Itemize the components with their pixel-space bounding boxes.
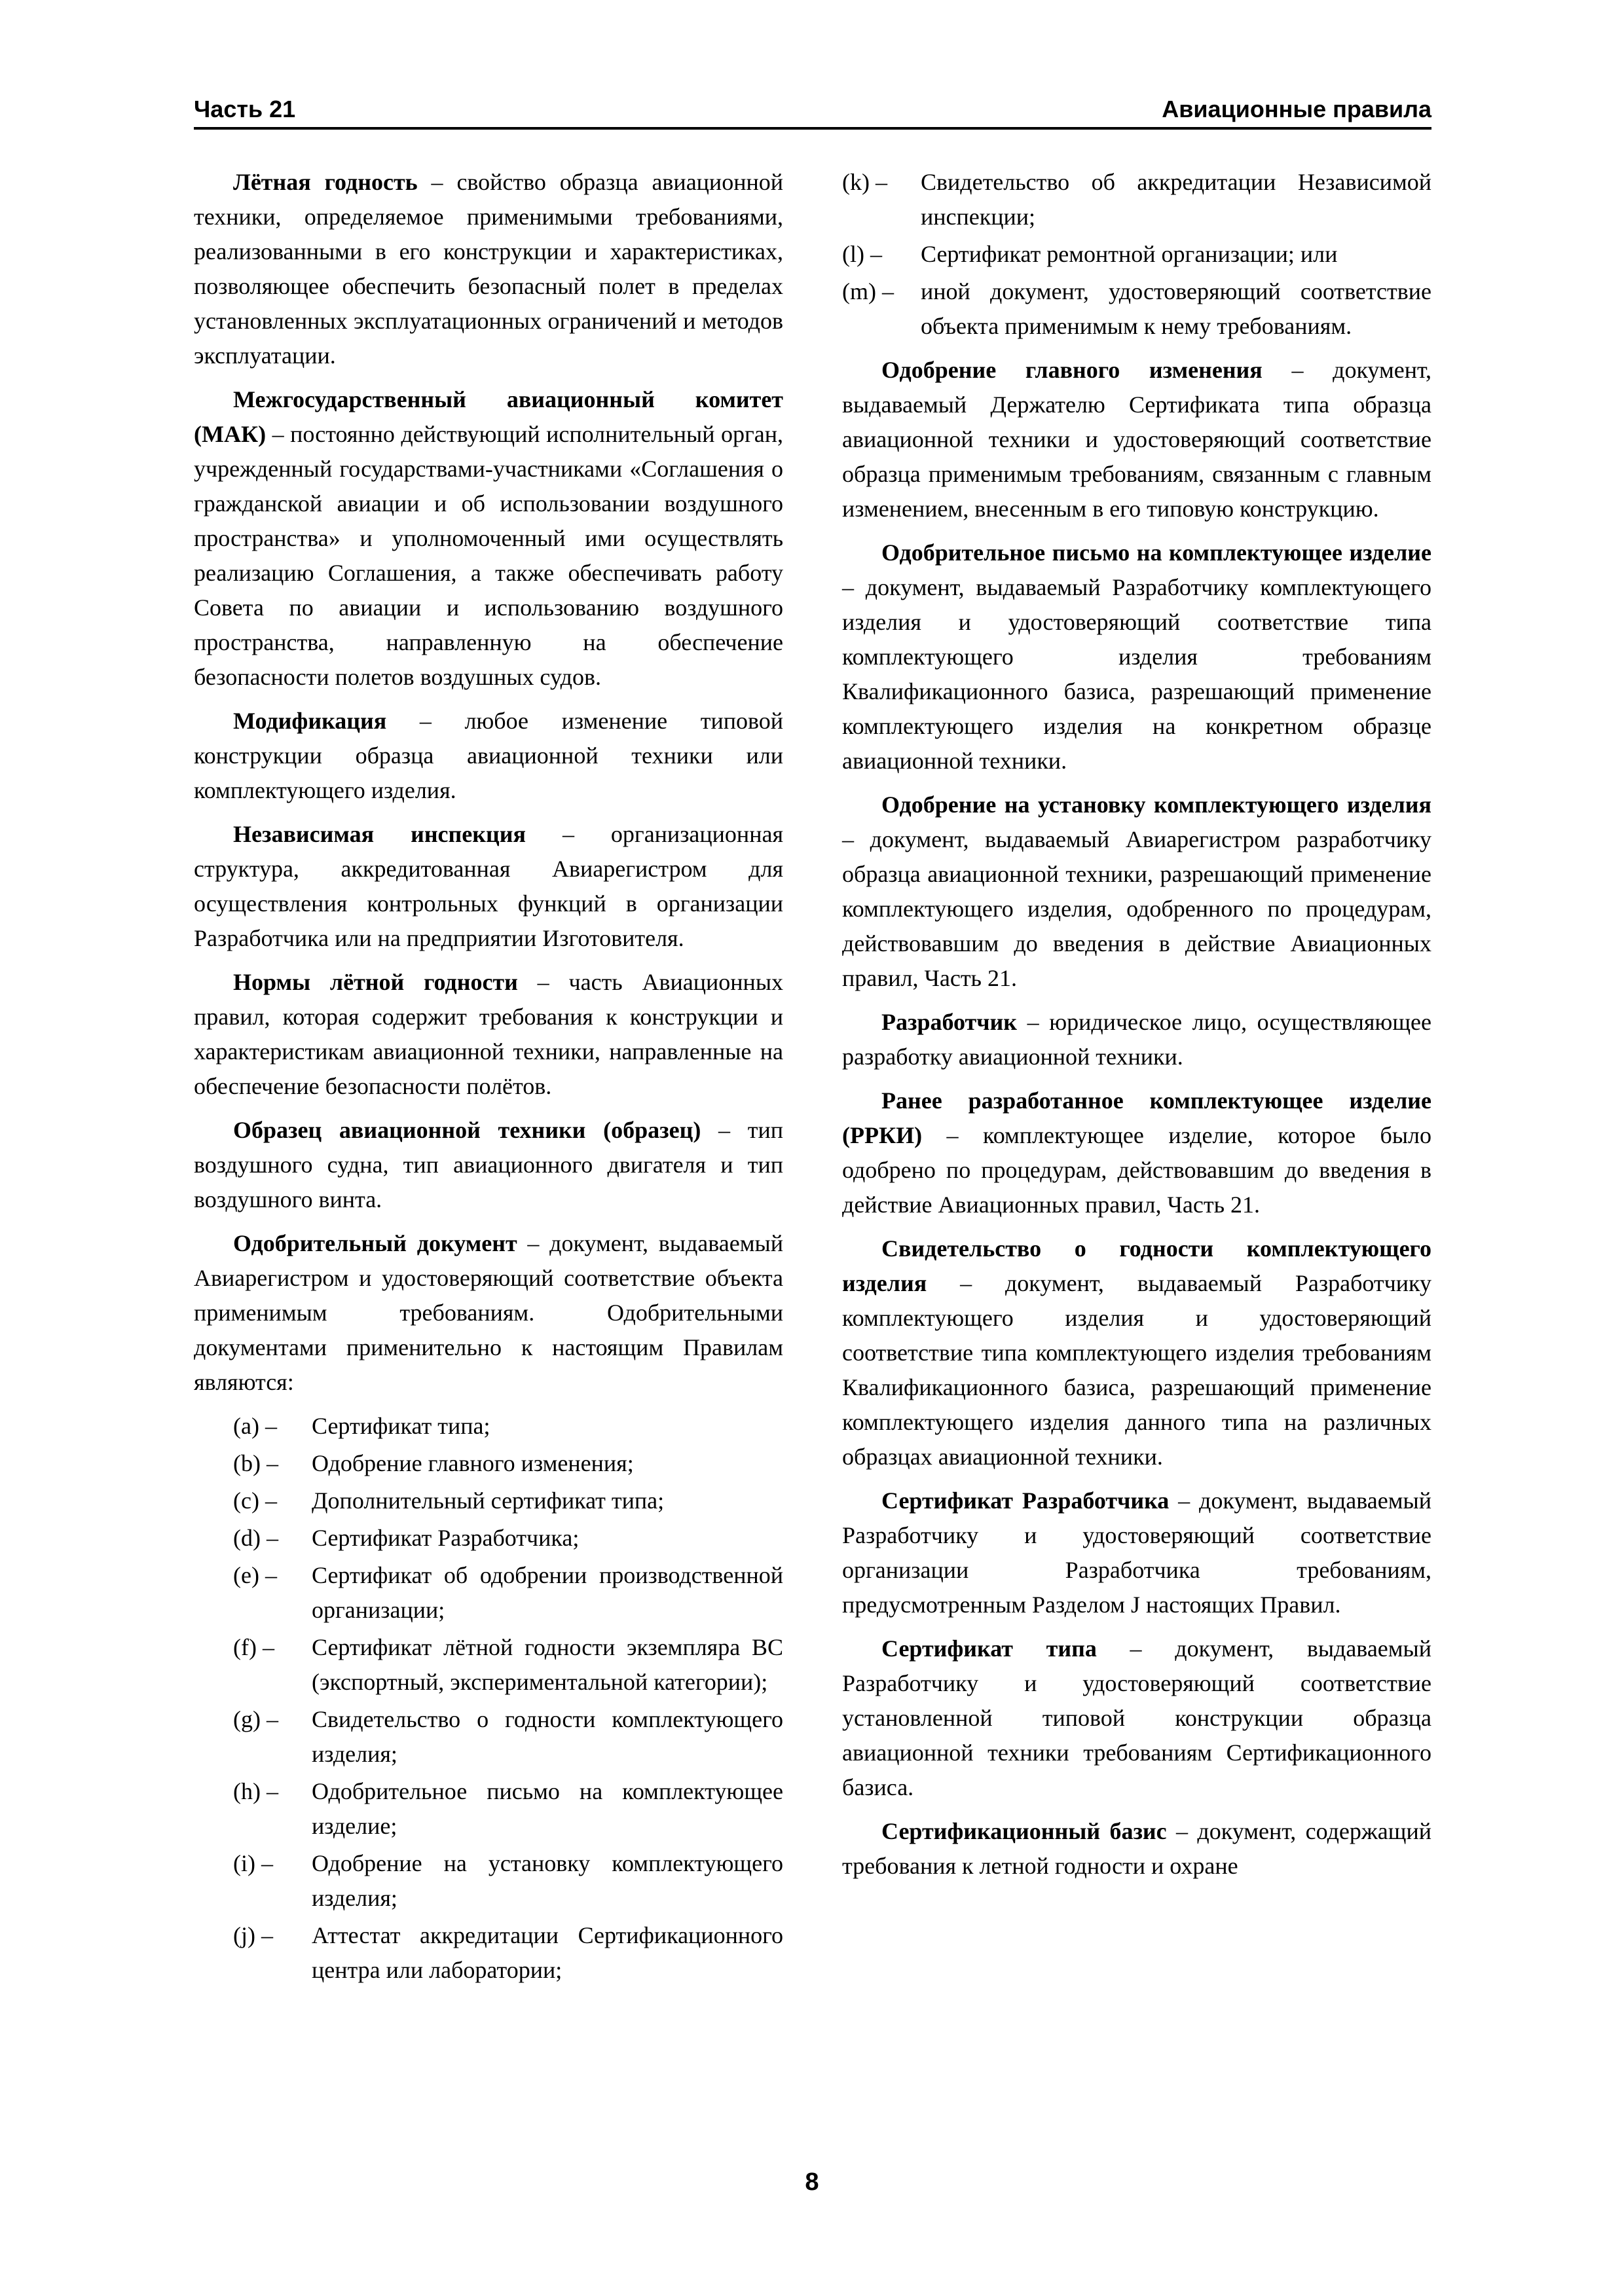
list-marker: (b) – [233,1450,278,1476]
list-item [842,165,1431,234]
definition-entry [194,1113,783,1217]
list-marker: (g) – [233,1706,278,1732]
list-item-text: Сертификат типа; [312,1413,490,1439]
list-item-text: Одобрение на установку комплектующего изделия; [312,1850,783,1911]
left-column [194,165,783,1997]
definition-term: Межгосударственный авиационный комитет (МАК) [194,386,783,447]
header-part-label: Часть 21 [194,96,296,122]
definition-entry [842,1084,1431,1222]
definition-dash: – [417,169,457,195]
definition-text: документ, выдаваемый Разработчику и удостоверяющий соответствие установленной типовой конструкции образца авиационной техники требованиям Сертификационного базиса. [842,1635,1432,1800]
list-marker: (e) – [233,1562,277,1588]
definition-entry [842,353,1431,526]
definition-dash: – [842,574,866,600]
list-item [842,274,1431,344]
definition-term: Сертификационный базис [881,1818,1167,1844]
definition-entry [194,704,783,808]
list-item-text: Сертификат Разработчика; [312,1525,580,1551]
page-header [194,86,1431,130]
list-item-text: Одобрение главного изменения; [312,1450,634,1476]
list-item [194,1446,783,1481]
definition-text: документ, выдаваемый Держателю Сертификата типа образца авиационной техники и удостоверяющий соответствие образца применимым требованиям, связанным с главным изменением, внесенным в его типовую конструкцию. [842,357,1431,522]
list-item-text: иной документ, удостоверяющий соответствие объекта применимым к нему требованиям. [921,278,1431,339]
header-document-title: Авиационные правила [1162,96,1431,122]
list-item [194,1918,783,1988]
definition-dash: – [525,821,611,847]
definition-entry [842,1631,1431,1805]
definition-term: Независимая инспекция [233,821,526,847]
approval-documents-list [194,1409,783,1988]
definition-dash: – [386,708,465,734]
definition-term: Модификация [233,708,387,734]
list-item-text: Сертификат лётной годности экземпляра ВС (экспортный, экспериментальной категории); [312,1634,783,1695]
list-item [194,1702,783,1772]
definition-term: Сертификат Разработчика [881,1487,1170,1514]
list-marker: (d) – [233,1525,278,1551]
list-item-text: Свидетельство об аккредитации Независимой инспекции; [921,169,1431,230]
definition-entry [842,788,1431,996]
definition-term: Образец авиационной техники (образец) [233,1117,701,1143]
definition-text: любое изменение типовой конструкции образца авиационной техники или комплектующего изделия. [194,708,783,803]
definition-text: организационная структура, аккредитованная Авиарегистром для осуществления контрольных функций в организации Разработчика или на предприятии Изготовителя. [194,821,783,951]
list-item-text: Дополнительный сертификат типа; [312,1487,665,1514]
list-item [194,1521,783,1556]
approval-documents-list-continued [842,165,1431,344]
definition-dash: – [927,1270,1005,1296]
page-number: 8 [805,2168,819,2196]
definition-text: постоянно действующий исполнительный орган, учрежденный государствами-участниками «Соглашения о гражданской авиации и об использовании воздушного пространства» и уполномоченный ими осуществлять реализацию Соглашения, а также обеспечивать работу Совета по авиации и использованию воздушного пространства, направленную на обеспечение безопасности полетов воздушных судов. [194,421,784,690]
definition-entry [194,382,783,695]
list-item [194,1774,783,1844]
list-marker: (i) – [233,1850,273,1876]
definition-entry [842,1231,1431,1474]
definition-text: документ, содержащий требования к летной годности и охране [842,1818,1431,1879]
definition-text: комплектующее изделие, которое было одобрено по процедурам, действовавшим до введения в действие Авиационных правил, Часть 21. [842,1122,1432,1218]
definition-term: Одобрение главного изменения [881,357,1263,383]
definition-dash: – [701,1117,748,1143]
right-column [842,165,1431,1893]
list-item [194,1846,783,1916]
definition-term: Одобрение на установку комплектующего изделия [881,792,1431,818]
list-item [194,1484,783,1518]
definition-dash: – [1166,1818,1198,1844]
definition-dash: – [517,969,569,995]
definition-term: Разработчик [881,1009,1017,1035]
definition-text: документ, выдаваемый Авиарегистром разработчику образца авиационной техники, разрешающий применение комплектующего изделия, одобренного по процедурам, действовавшим до введения в действие Авиационных правил, Часть 21. [842,826,1432,991]
definition-text: часть Авиационных правил, которая содержит требования к конструкции и характеристикам авиационной техники, направленные на обеспечение безопасности полётов. [194,969,783,1099]
definition-dash: – [842,826,870,852]
definition-term: Ранее разработанное комплектующее изделие (РРКИ) [842,1087,1431,1148]
list-item-text: Аттестат аккредитации Сертификационного центра или лаборатории; [312,1922,783,1983]
definition-term: Нормы лётной годности [233,969,518,995]
list-marker: (k) – [842,169,887,195]
definition-text: юридическое лицо, осуществляющее разработку авиационной техники. [842,1009,1432,1070]
list-marker: (a) – [233,1413,277,1439]
definition-term: Одобрительное письмо на комплектующее изделие [881,539,1431,566]
list-marker: (l) – [842,241,882,267]
list-marker: (c) – [233,1487,277,1514]
list-item-text: Свидетельство о годности комплектующего изделия; [312,1706,783,1767]
list-marker: (j) – [233,1922,273,1948]
definition-entry [842,1484,1431,1622]
list-marker: (h) – [233,1778,278,1804]
list-item-text: Сертификат ремонтной организации; или [921,241,1338,267]
definition-text: документ, выдаваемый Разработчику и удостоверяющий соответствие организации Разработчика требованиям, предусмотренным Разделом J настоящих Правил. [842,1487,1431,1618]
list-item-text: Сертификат об одобрении производственной организации; [312,1562,783,1623]
definition-entry [194,1226,783,1400]
list-item [194,1558,783,1628]
definition-dash: – [266,421,291,447]
definition-text: тип воздушного судна, тип авиационного двигателя и тип воздушного винта. [194,1117,784,1212]
definition-entry [194,817,783,956]
definition-dash: – [922,1122,984,1148]
definition-term: Одобрительный документ [233,1230,517,1256]
definition-dash: – [1017,1009,1050,1035]
list-item [194,1409,783,1444]
definition-text: документ, выдаваемый Разработчику комплектующего изделия и удостоверяющий соответствие типа комплектующего изделия требованиям Квалификационного базиса, разрешающий применение комплектующего изделия данного типа на различных образцах авиационной техники. [842,1270,1431,1470]
definition-entry [842,536,1431,778]
list-item-text: Одобрительное письмо на комплектующее изделие; [312,1778,783,1839]
definition-dash: – [517,1230,550,1256]
list-marker: (f) – [233,1634,274,1660]
definition-term: Лётная годность [233,169,418,195]
definition-entry [842,1814,1431,1884]
definition-entry [194,165,783,373]
definition-text: документ, выдаваемый Разработчику комплектующего изделия и удостоверяющий соответствие типа комплектующего изделия требованиям Квалификационного базиса, разрешающий применение комплектующего изделия на конкретном образце авиационной техники. [842,574,1431,774]
definition-dash: – [1096,1635,1175,1662]
definition-text: свойство образца авиационной техники, определяемое применимыми требованиями, реализованными в его конструкции и характеристиках, позволяющее обеспечить безопасный полет в пределах установленных эксплуатационных ограничений и методов эксплуатации. [194,169,783,369]
definition-term: Сертификат типа [881,1635,1097,1662]
definition-term: Свидетельство о годности комплектующего изделия [842,1235,1431,1296]
definition-dash: – [1169,1487,1200,1514]
definition-dash: – [1262,357,1333,383]
definition-text: документ, выдаваемый Авиарегистром и удостоверяющий соответствие объекта применимым требованиям. Одобрительными документами применительно к настоящим Правилам являются: [194,1230,783,1395]
list-item [842,237,1431,272]
list-item [194,1630,783,1700]
definition-entry [842,1005,1431,1074]
definition-entry [194,965,783,1104]
list-marker: (m) – [842,278,894,304]
